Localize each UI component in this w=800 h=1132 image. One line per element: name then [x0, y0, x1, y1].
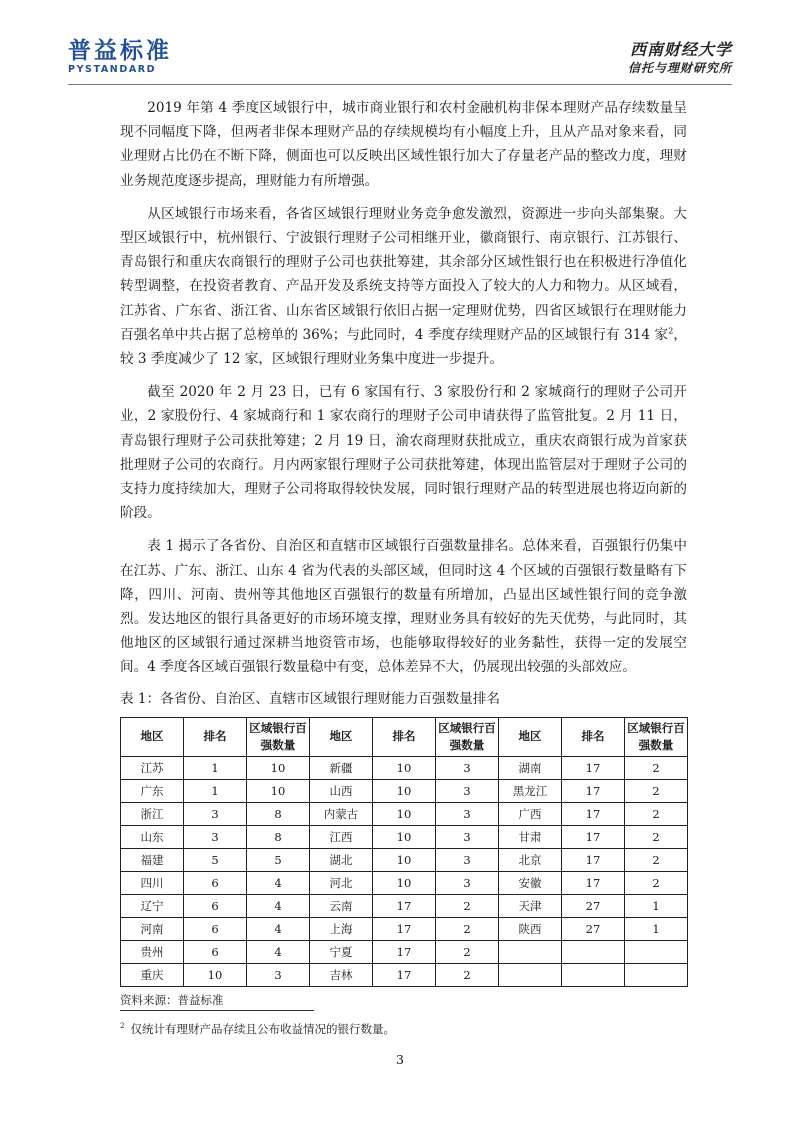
table-cell: 宁夏: [310, 940, 373, 963]
table-cell: 17: [562, 871, 625, 894]
table-cell: 2: [436, 963, 499, 986]
table-cell: [562, 940, 625, 963]
table-cell: [562, 963, 625, 986]
table-cell: 17: [562, 756, 625, 779]
paragraph-2: [120, 202, 687, 371]
table-cell: 6: [184, 894, 247, 917]
paragraph-2-body: 从区域银行市场来看，各省区域银行理财业务竞争愈发激烈，资源进一步向头部集聚。大型区域银行中，杭州银行、宁波银行理财子公司相继开业，徽商银行、南京银行、江苏银行、青岛银行和重庆农商银行的理财子公司也获批筹建，其余部分区域性银行也在积极进行净值化转型调整，在投资者教育、产品开发及系统支持等方面投入了较大的人力和物力。从区域看，江苏省、广东省、浙江省、山东省区域银行依旧占据一定理财优势，四省区域银行在理财能力百强名单中共占据了总榜单的 36%；与此同时，4 季度存续理财产品的区域银行有 314 家: [120, 205, 687, 343]
table-row: [121, 963, 688, 986]
footnote-divider: [120, 1010, 314, 1011]
table-cell: 4: [247, 940, 310, 963]
header-cell: 地区: [121, 717, 184, 756]
table-row: [121, 871, 688, 894]
header-cell: 地区: [499, 717, 562, 756]
table-cell: 内蒙古: [310, 802, 373, 825]
table-cell: 17: [373, 894, 436, 917]
table-cell: 湖南: [499, 756, 562, 779]
table-cell: 2: [436, 917, 499, 940]
table-row: [121, 894, 688, 917]
table-cell: 辽宁: [121, 894, 184, 917]
table-cell: 新疆: [310, 756, 373, 779]
table-cell: 4: [247, 894, 310, 917]
table-cell: 8: [247, 825, 310, 848]
table-cell: 10: [373, 756, 436, 779]
footnote-ref: 2: [668, 326, 674, 336]
table-cell: 2: [625, 779, 688, 802]
table-cell: 2: [625, 756, 688, 779]
table-cell: 黑龙江: [499, 779, 562, 802]
table-cell: 17: [373, 963, 436, 986]
table-cell: 福建: [121, 848, 184, 871]
table-cell: [499, 963, 562, 986]
table-cell: 17: [373, 940, 436, 963]
table-cell: 10: [373, 825, 436, 848]
table-cell: 广东: [121, 779, 184, 802]
table-cell: 贵州: [121, 940, 184, 963]
header-cell: 区域银行百强数量: [247, 717, 310, 756]
table-cell: 3: [436, 802, 499, 825]
university-logo: [628, 40, 732, 76]
header-cell: 排名: [373, 717, 436, 756]
table-cell: 湖北: [310, 848, 373, 871]
table-cell: 10: [247, 756, 310, 779]
table-cell: 云南: [310, 894, 373, 917]
table-cell: 河南: [121, 917, 184, 940]
table-cell: 3: [436, 871, 499, 894]
table-row: [121, 825, 688, 848]
table-cell: 10: [373, 871, 436, 894]
table-cell: 四川: [121, 871, 184, 894]
table-cell: 17: [562, 825, 625, 848]
header-cell: 区域银行百强数量: [625, 717, 688, 756]
table-cell: 6: [184, 871, 247, 894]
header-cell: 排名: [562, 717, 625, 756]
table-cell: 17: [562, 802, 625, 825]
table-row: [121, 848, 688, 871]
table-cell: 6: [184, 940, 247, 963]
logo-chinese-name: 普益标准: [68, 38, 172, 64]
table-cell: 广西: [499, 802, 562, 825]
table-cell: 6: [184, 917, 247, 940]
table-cell: 3: [436, 779, 499, 802]
table-cell: [625, 963, 688, 986]
table-source: 资料来源：普益标准: [120, 992, 224, 1007]
table-cell: 10: [247, 779, 310, 802]
table-cell: 山东: [121, 825, 184, 848]
table-cell: 27: [562, 894, 625, 917]
table-cell: 2: [625, 825, 688, 848]
table-cell: 10: [373, 848, 436, 871]
table-cell: 3: [436, 756, 499, 779]
header-divider: [68, 84, 732, 85]
table-cell: 上海: [310, 917, 373, 940]
table-cell: 吉林: [310, 963, 373, 986]
paragraph-2-tail: ，较 3 季度减少了 12 家，区域银行理财业务集中度进一步提升。: [120, 326, 688, 368]
table-cell: 10: [184, 963, 247, 986]
page-number: 3: [396, 1052, 404, 1067]
table-row: [121, 940, 688, 963]
footnote-mark: 2: [120, 1022, 125, 1030]
table-cell: 5: [184, 848, 247, 871]
table-row: [121, 917, 688, 940]
table-cell: 河北: [310, 871, 373, 894]
table-cell: 3: [184, 802, 247, 825]
page-header: [68, 38, 732, 80]
table-cell: 浙江: [121, 802, 184, 825]
header-cell: 区域银行百强数量: [436, 717, 499, 756]
ranking-table: [120, 717, 688, 987]
table-cell: [625, 940, 688, 963]
table-cell: 3: [247, 963, 310, 986]
table-cell: 17: [373, 917, 436, 940]
table-cell: 3: [436, 848, 499, 871]
table-cell: 1: [625, 894, 688, 917]
table-row: [121, 802, 688, 825]
logo-english-name: PYSTANDARD: [68, 64, 157, 75]
table-cell: 17: [562, 779, 625, 802]
header-cell: 地区: [310, 717, 373, 756]
table-cell: 5: [247, 848, 310, 871]
table-body: [121, 756, 688, 986]
table-cell: 天津: [499, 894, 562, 917]
header-cell: 排名: [184, 717, 247, 756]
table-cell: 江西: [310, 825, 373, 848]
table-cell: 1: [184, 756, 247, 779]
table-cell: 安徽: [499, 871, 562, 894]
table-cell: 1: [625, 917, 688, 940]
footnote-text: 仅统计有理财产品存续且公布收益情况的银行数量。: [130, 1021, 395, 1036]
table-cell: 2: [625, 802, 688, 825]
table-cell: 北京: [499, 848, 562, 871]
table-cell: 10: [373, 802, 436, 825]
table-cell: 2: [625, 848, 688, 871]
table-cell: 10: [373, 779, 436, 802]
table-header-row: [121, 717, 688, 756]
table-cell: 3: [436, 825, 499, 848]
table-cell: 2: [436, 940, 499, 963]
table-cell: 4: [247, 871, 310, 894]
table-cell: 27: [562, 917, 625, 940]
table-cell: 3: [184, 825, 247, 848]
paragraph-3: 截至 2020 年 2 月 23 日，已有 6 家国有行、3 家股份行和 2 家城商行的理财子公司开业，2 家股份行、4 家城商行和 1 家农商行的理财子公司申请获得了监管批复。2 月 11 日，青岛银行理财子公司获批筹建；2 月 19 日，渝农商理财获批成立，重庆农商银行成为首家获批理财子公司的农商行。月内两家银行理财子公司获批筹建，体现出监管层对于理财子公司的支持力度持续加大，理财子公司将取得较快发展，同时银行理财产品的转型进展也将迈向新的阶段。: [120, 384, 687, 522]
table-cell: 17: [562, 848, 625, 871]
table-cell: 陕西: [499, 917, 562, 940]
table-cell: 1: [184, 779, 247, 802]
table-caption: 表 1：各省份、自治区、直辖市区域银行理财能力百强数量排名: [120, 690, 500, 707]
footnote: [120, 1018, 395, 1037]
table-cell: 8: [247, 802, 310, 825]
paragraph-1: 2019 年第 4 季度区域银行中，城市商业银行和农村金融机构非保本理财产品存续数量呈现不同幅度下降，但两者非保本理财产品的存续规模均有小幅度上升，且从产品对象来看，同业理财占比仍在不断下降，侧面也可以反映出区域性银行加大了存量老产品的整改力度，理财业务规范度逐步提高，理财能力有所增强。: [120, 100, 687, 189]
table-cell: 重庆: [121, 963, 184, 986]
paragraph-4: 表 1 揭示了各省份、自治区和直辖市区域银行百强数量排名。总体来看，百强银行仍集中在江苏、广东、浙江、山东 4 省为代表的头部区域，但同时这 4 个区域的百强银行数量略有下降，四川、河南、贵州等其他地区百强银行的数量有所增加，凸显出区域性银行间的竞争激烈。发达地区的银行具备更好的市场环境支撑，理财业务具有较好的先天优势，与此同时，其他地区的区域银行通过深耕当地资管市场，也能够取得较好的业务黏性，获得一定的发展空间。4 季度各区域百强银行数量稳中有变，总体差异不大，仍展现出较强的头部效应。: [120, 538, 687, 676]
table-cell: 甘肃: [499, 825, 562, 848]
table-cell: 4: [247, 917, 310, 940]
table-cell: 山西: [310, 779, 373, 802]
table-cell: 2: [625, 871, 688, 894]
table-row: [121, 756, 688, 779]
institute-name: 信托与理财研究所: [627, 61, 732, 75]
main-content: [120, 96, 687, 1008]
table-cell: 江苏: [121, 756, 184, 779]
university-name: 西南财经大学: [629, 40, 732, 59]
table-row: [121, 779, 688, 802]
table-cell: [499, 940, 562, 963]
table-cell: 2: [436, 894, 499, 917]
pystandard-logo: [68, 38, 172, 75]
